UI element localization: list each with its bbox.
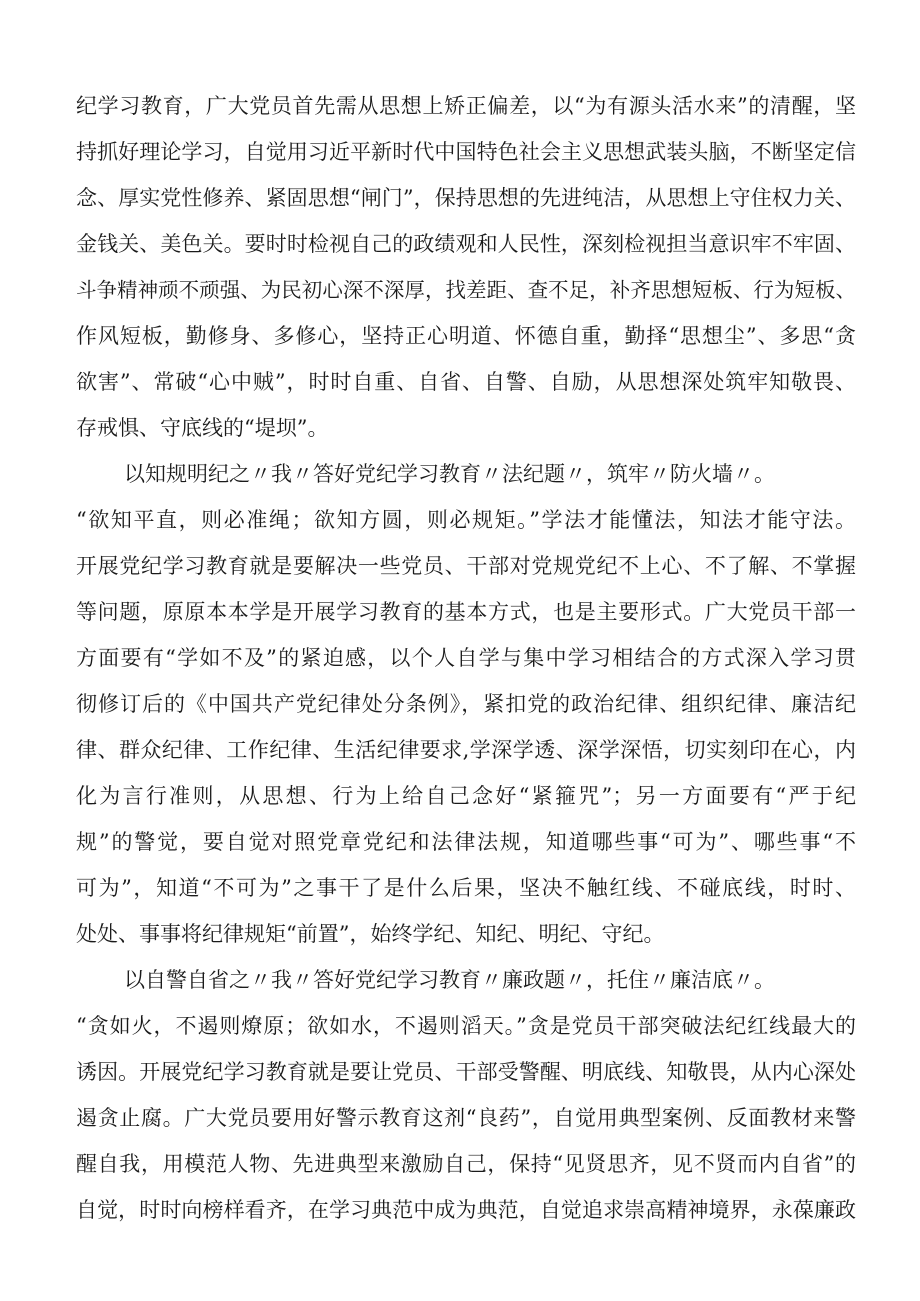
section-heading: 以知规明纪之〃我〃答好党纪学习教育〃法纪题〃，筑牢〃防火墙〃。 bbox=[124, 462, 775, 486]
text-line: 处处、事事将纪律规矩“前置”，始终学纪、知纪、明纪、守纪。 bbox=[76, 922, 665, 946]
text-line: 遏贪止腐。广大党员要用好警示教育这剂“良药”，自觉用典型案例、反面教材来警 bbox=[76, 1106, 856, 1130]
text-line: 彻修订后的《中国共产党纪律处分条例》，紧扣党的政治纪律、组织纪律、廉洁纪 bbox=[76, 692, 856, 716]
text-line: 化为言行准则，从思想、行为上给自己念好“紧箍咒”；另一方面要有“严于纪 bbox=[76, 784, 856, 808]
text-line: “贪如火，不遏则燎原；欲如水，不遏则滔天。”贪是党员干部突破法纪红线最大的 bbox=[76, 1014, 856, 1038]
text-line: 诱因。开展党纪学习教育就是要让党员、干部受警醒、明底线、知敬畏，从内心深处 bbox=[76, 1060, 856, 1084]
text-line: 金钱关、美色关。要时时检视自己的政绩观和人民性，深刻检视担当意识牢不牢固、 bbox=[76, 232, 856, 256]
text-line: 可为”，知道“不可为”之事干了是什么后果，坚决不触红线、不碰底线，时时、 bbox=[76, 876, 856, 900]
text-line: 作风短板，勤修身、多修心，坚持正心明道、怀德自重，勤择“思想尘”、多思“贪 bbox=[76, 324, 856, 348]
text-line: 律、群众纪律、工作纪律、生活纪律要求,学深学透、深学深悟，切实刻印在心，内 bbox=[76, 738, 856, 762]
text-line: 醒自我，用模范人物、先进典型来激励自己，保持“见贤思齐，见不贤而内自省”的 bbox=[76, 1152, 856, 1176]
text-line: 等问题，原原本本学是开展学习教育的基本方式，也是主要形式。广大党员干部一 bbox=[76, 600, 856, 624]
section-heading: 以自警自省之〃我〃答好党纪学习教育〃廉政题〃，托住〃廉洁底〃。 bbox=[124, 968, 775, 992]
text-line: 开展党纪学习教育就是要解决一些党员、干部对党规党纪不上心、不了解、不掌握 bbox=[76, 554, 856, 578]
text-line: 方面要有“学如不及”的紧迫感，以个人自学与集中学习相结合的方式深入学习贯 bbox=[76, 646, 856, 670]
text-line: 规”的警觉，要自觉对照党章党纪和法律法规，知道哪些事“可为”、哪些事“不 bbox=[76, 830, 856, 854]
text-line: “欲知平直，则必准绳；欲知方圆，则必规矩。”学法才能懂法，知法才能守法。 bbox=[76, 508, 856, 532]
text-line: 自觉，时时向榜样看齐，在学习典范中成为典范，自觉追求崇高精神境界，永葆廉政 bbox=[76, 1198, 856, 1222]
text-line: 欲害”、常破“心中贼”，时时自重、自省、自警、自励，从思想深处筑牢知敬畏、 bbox=[76, 370, 856, 394]
text-line: 念、厚实党性修养、紧固思想“闸门”，保持思想的先进纯洁，从思想上守住权力关、 bbox=[76, 186, 856, 210]
text-line: 纪学习教育，广大党员首先需从思想上矫正偏差，以“为有源头活水来”的清醒，坚 bbox=[76, 94, 856, 118]
text-line: 斗争精神顽不顽强、为民初心深不深厚，找差距、查不足，补齐思想短板、行为短板、 bbox=[76, 278, 856, 302]
text-line: 存戒惧、守底线的“堤坝”。 bbox=[76, 416, 329, 440]
text-line: 持抓好理论学习，自觉用习近平新时代中国特色社会主义思想武装头脑，不断坚定信 bbox=[76, 140, 856, 164]
